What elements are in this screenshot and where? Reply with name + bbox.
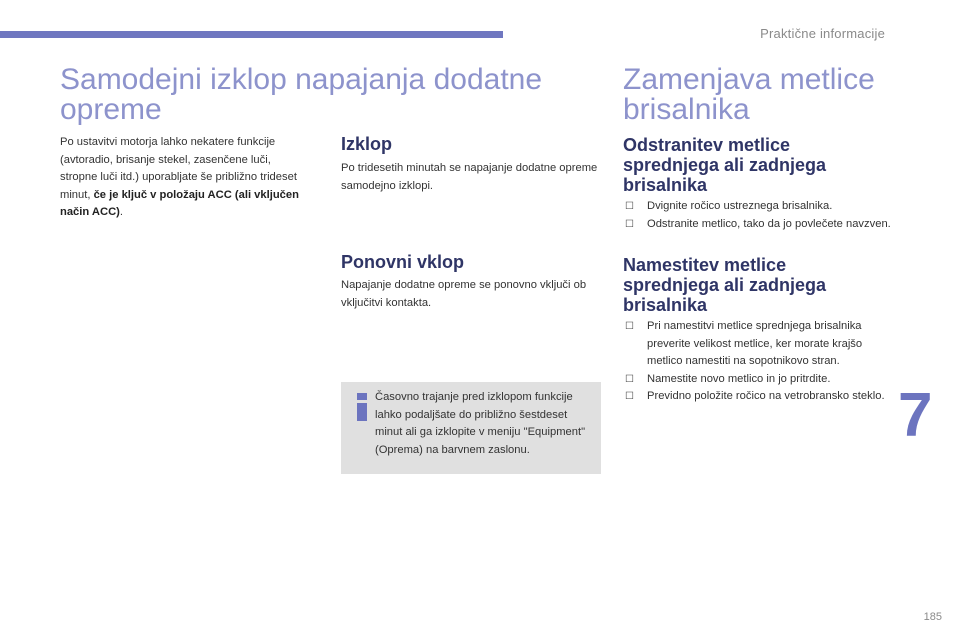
list-item (623, 371, 893, 389)
title-wiper-replacement: Zamenjava metlice brisalnika (623, 63, 875, 126)
step-text: Previdno položite ročico na vetrobransko steklo. (647, 390, 885, 402)
checkbox-bullet-icon: ☐ (625, 321, 634, 332)
vklop-text: Napajanje dodatne opreme se ponovno vključi ob vključitvi kontakta. (341, 279, 587, 309)
section-title: Praktične informacije (760, 26, 885, 41)
checkbox-bullet-icon: ☐ (625, 218, 634, 230)
heading-install-blade: Namestitev metlice sprednjega ali zadnjega brisalnika (623, 255, 827, 315)
header-accent-bar (0, 31, 503, 38)
checkbox-bullet-icon: ☐ (625, 201, 634, 212)
info-box (341, 382, 601, 474)
title-accessory-shutoff: Samodejni izklop napajanja dodatne opreme (60, 63, 543, 126)
checkbox-bullet-icon: ☐ (625, 391, 634, 402)
list-item (623, 216, 893, 234)
heading-remove-blade: Odstranitev metlice sprednjega ali zadnjega brisalnika (623, 135, 827, 195)
chapter-number: 7 (898, 381, 933, 450)
list-item (623, 318, 893, 371)
intro-end: . (119, 206, 123, 218)
install-steps-list (623, 318, 893, 406)
step-text: Odstranite metlico, tako da jo povlečete navzven. (647, 217, 891, 230)
intro-bold-text: če je ključ v položaju ACC (ali vključen način ACC) (60, 188, 299, 218)
info-icon (353, 393, 371, 421)
step-text: Namestite novo metlico in jo pritrdite. (647, 372, 831, 385)
izklop-text: Po tridesetih minutah se napajanje dodatne opreme samodejno izklopi. (341, 162, 598, 192)
list-item (623, 388, 893, 406)
step-text: Dvignite ročico ustreznega brisalnika. (647, 200, 833, 212)
intro-paragraph (60, 134, 310, 222)
heading-vklop: Ponovni vklop (341, 252, 465, 272)
intro-text: Po ustavitvi motorja lahko nekatere funkcije (avtoradio, brisanje stekel, zasenčene luči, stropne luči itd.) uporabljate še približno trideset minut, (60, 136, 297, 201)
info-text: Časovno trajanje pred izklopom funkcije lahko podaljšate do približno šestdeset minut ali ga izklopite v meniju "Equipment" (Oprema) na barvnem zaslonu. (375, 391, 586, 456)
heading-izklop: Izklop (341, 134, 393, 154)
checkbox-bullet-icon: ☐ (625, 373, 634, 385)
list-item (623, 198, 893, 216)
page-number: 185 (923, 611, 942, 623)
remove-steps-list (623, 198, 893, 233)
step-text: Pri namestitvi metlice sprednjega brisalnika preverite velikost metlice, ker morate krajšo metlico namestiti na sopotnikovo stran. (647, 320, 863, 367)
